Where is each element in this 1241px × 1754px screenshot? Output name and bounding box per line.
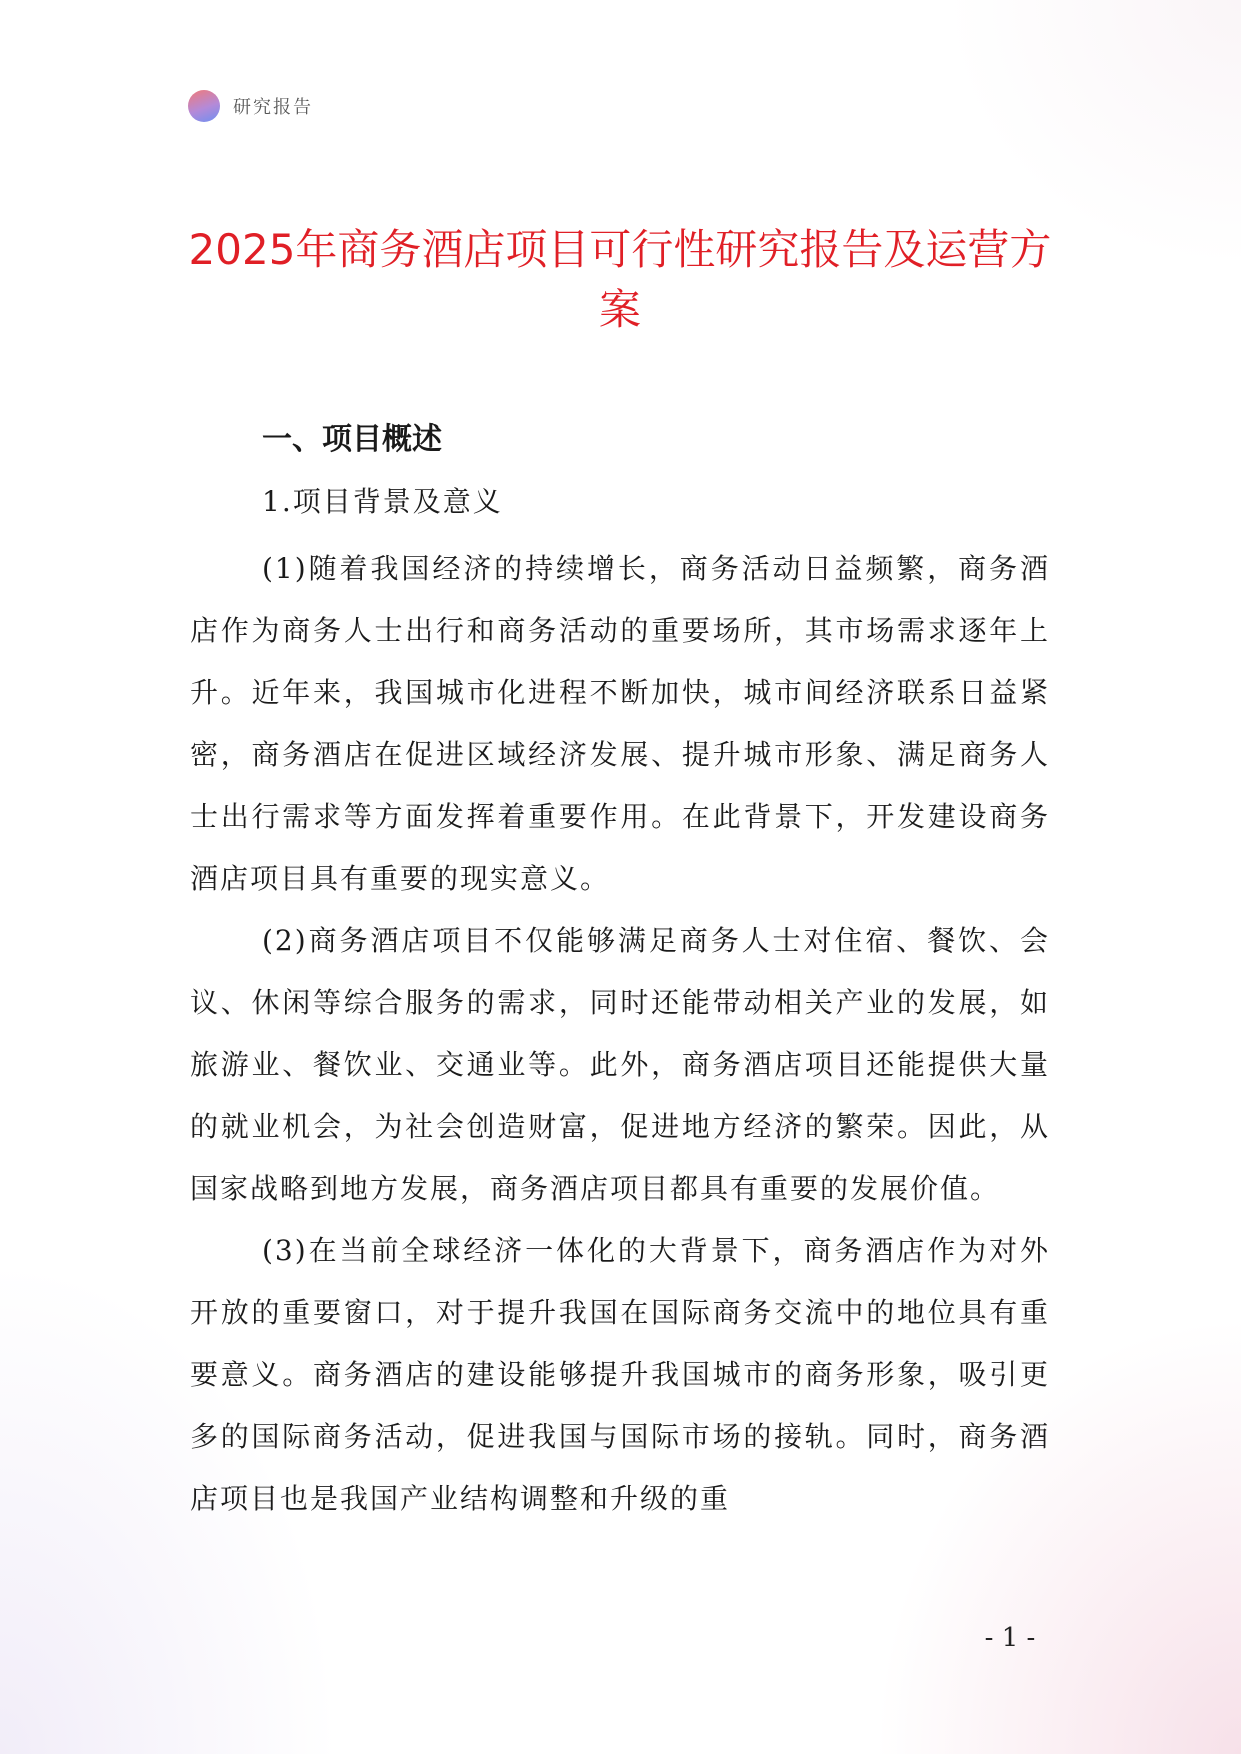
- logo-icon: [188, 90, 220, 122]
- page-header: [188, 88, 313, 124]
- paragraph-2: (2)商务酒店项目不仅能够满足商务人士对住宿、餐饮、会议、休闲等综合服务的需求，同时还能带动相关产业的发展，如旅游业、餐饮业、交通业等。此外，商务酒店项目还能提供大量的就业机会，为社会创造财富，促进地方经济的繁荣。因此，从国家战略到地方发展，商务酒店项目都具有重要的发展价值。: [190, 924, 1050, 1205]
- paragraph-3: (3)在当前全球经济一体化的大背景下，商务酒店作为对外开放的重要窗口，对于提升我国在国际商务交流中的地位具有重要意义。商务酒店的建设能够提升我国城市的商务形象，吸引更多的国际商务活动，促进我国与国际市场的接轨。同时，商务酒店项目也是我国产业结构调整和升级的重: [190, 1234, 1050, 1515]
- sub-heading: 1.项目背景及意义: [262, 485, 503, 518]
- section-heading: 一、项目概述: [262, 422, 442, 457]
- header-label: 研究报告: [233, 97, 313, 118]
- paragraph-1: (1)随着我国经济的持续增长，商务活动日益频繁，商务酒店作为商务人士出行和商务活动的重要场所，其市场需求逐年上升。近年来，我国城市化进程不断加快，城市间经济联系日益紧密，商务酒店在促进区域经济发展、提升城市形象、满足商务人士出行需求等方面发挥着重要作用。在此背景下，开发建设商务酒店项目具有重要的现实意义。: [190, 552, 1050, 895]
- document-title: 2025年商务酒店项目可行性研究报告及运营方案: [188, 225, 1052, 334]
- document-body: [190, 414, 1050, 1530]
- page-number: - 1 -: [984, 1623, 1036, 1653]
